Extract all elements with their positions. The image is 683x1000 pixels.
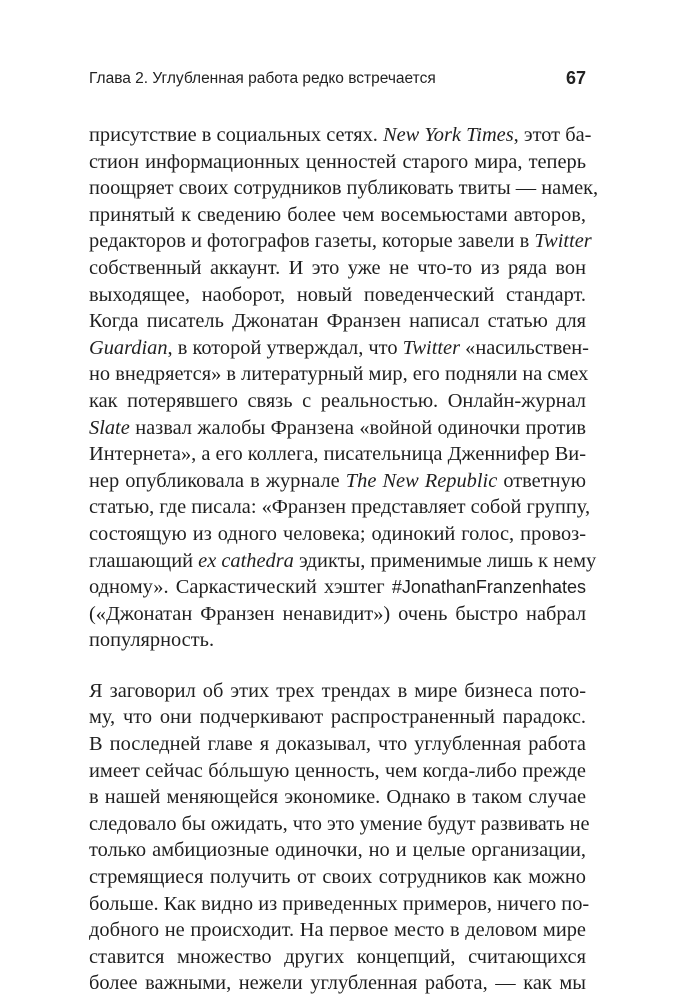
text-line: выходящее, наоборот, новый поведенческий стандарт. [89,283,586,306]
text-line: («Джонатан Франзен ненавидит») очень быстро набрал [89,602,586,625]
paragraph-2 [89,678,590,997]
text-line: более важными, нежели углубленная работа, — как мы [89,972,586,995]
text-line: Slate назвал жалобы Франзена «войной одиночки против [89,416,586,439]
text-line: Guardian, в которой утверждал, что Twitter «насильствен- [89,336,589,359]
text-line: следовало бы ожидать, что это умение будут развивать не [89,812,590,835]
text-line: нер опубликовала в журнале The New Republic ответную [89,469,586,492]
page-number: 67 [565,68,586,88]
text-line: му, что они подчеркивают распространенный парадокс. [89,706,586,729]
text-line: В последней главе я доказывал, что углубленная работа [89,733,586,756]
text-line: статью, где писала: «Франзен представляет собой группу, [89,496,591,519]
text-line: Интернета», а его коллега, писательница Дженнифер Ви- [89,443,586,466]
text-line: глашающий ex cathedra эдикты, применимые лишь к нему [89,549,597,572]
paragraph-gap [89,654,586,678]
page-body [89,122,599,997]
text-line: в нашей меняющейся экономике. Однако в таком случае [89,786,586,809]
text-line: ставится множество других концепций, считающихся [89,945,586,968]
text-line: собственный аккаунт. И это уже не что-то из ряда вон [89,256,586,279]
hashtag: #JonathanFranzenhates [391,577,586,598]
text-line: Когда писатель Джонатан Франзен написал статью для [89,310,586,333]
running-header [89,70,586,94]
text-line: состоящую из одного человека; одинокий голос, провоз- [89,522,586,545]
text-line: стион информационных ценностей старого мира, теперь [89,150,586,173]
text-line: редакторов и фотографов газеты, которые завели в Twitter [89,230,592,253]
text-line: стремящиеся получить от своих сотрудников как можно [89,866,586,889]
text-line: одному». Саркастический хэштег #JonathanFranzenhates [89,576,586,599]
text-line: но внедряется» в литературный мир, его подняли на смех [89,363,589,386]
text-line: как потерявшего связь с реальностью. Онлайн-журнал [89,389,586,412]
paragraph-1 [89,122,599,654]
text-line: добного не происходит. На первое место в деловом мире [89,919,586,942]
text-line: популярность. [89,629,215,652]
text-line: имеет сейчас бóльшую ценность, чем когда-либо прежде [89,759,586,782]
text-line: присутствие в социальных сетях. New York Times, этот ба- [89,124,592,146]
chapter-title: Глава 2. Углубленная работа редко встречается [89,70,436,87]
text-line: принятый к сведению более чем восемьюстами авторов, [89,203,586,226]
text-line: поощряет своих сотрудников публиковать твиты — намек, [89,177,599,200]
text-line: больше. Как видно из приведенных примеров, ничего по- [89,892,590,915]
text-line: только амбициозные одиночки, но и целые организации, [89,839,586,862]
text-line: Я заговорил об этих трех трендах в мире бизнеса пото- [89,679,586,702]
